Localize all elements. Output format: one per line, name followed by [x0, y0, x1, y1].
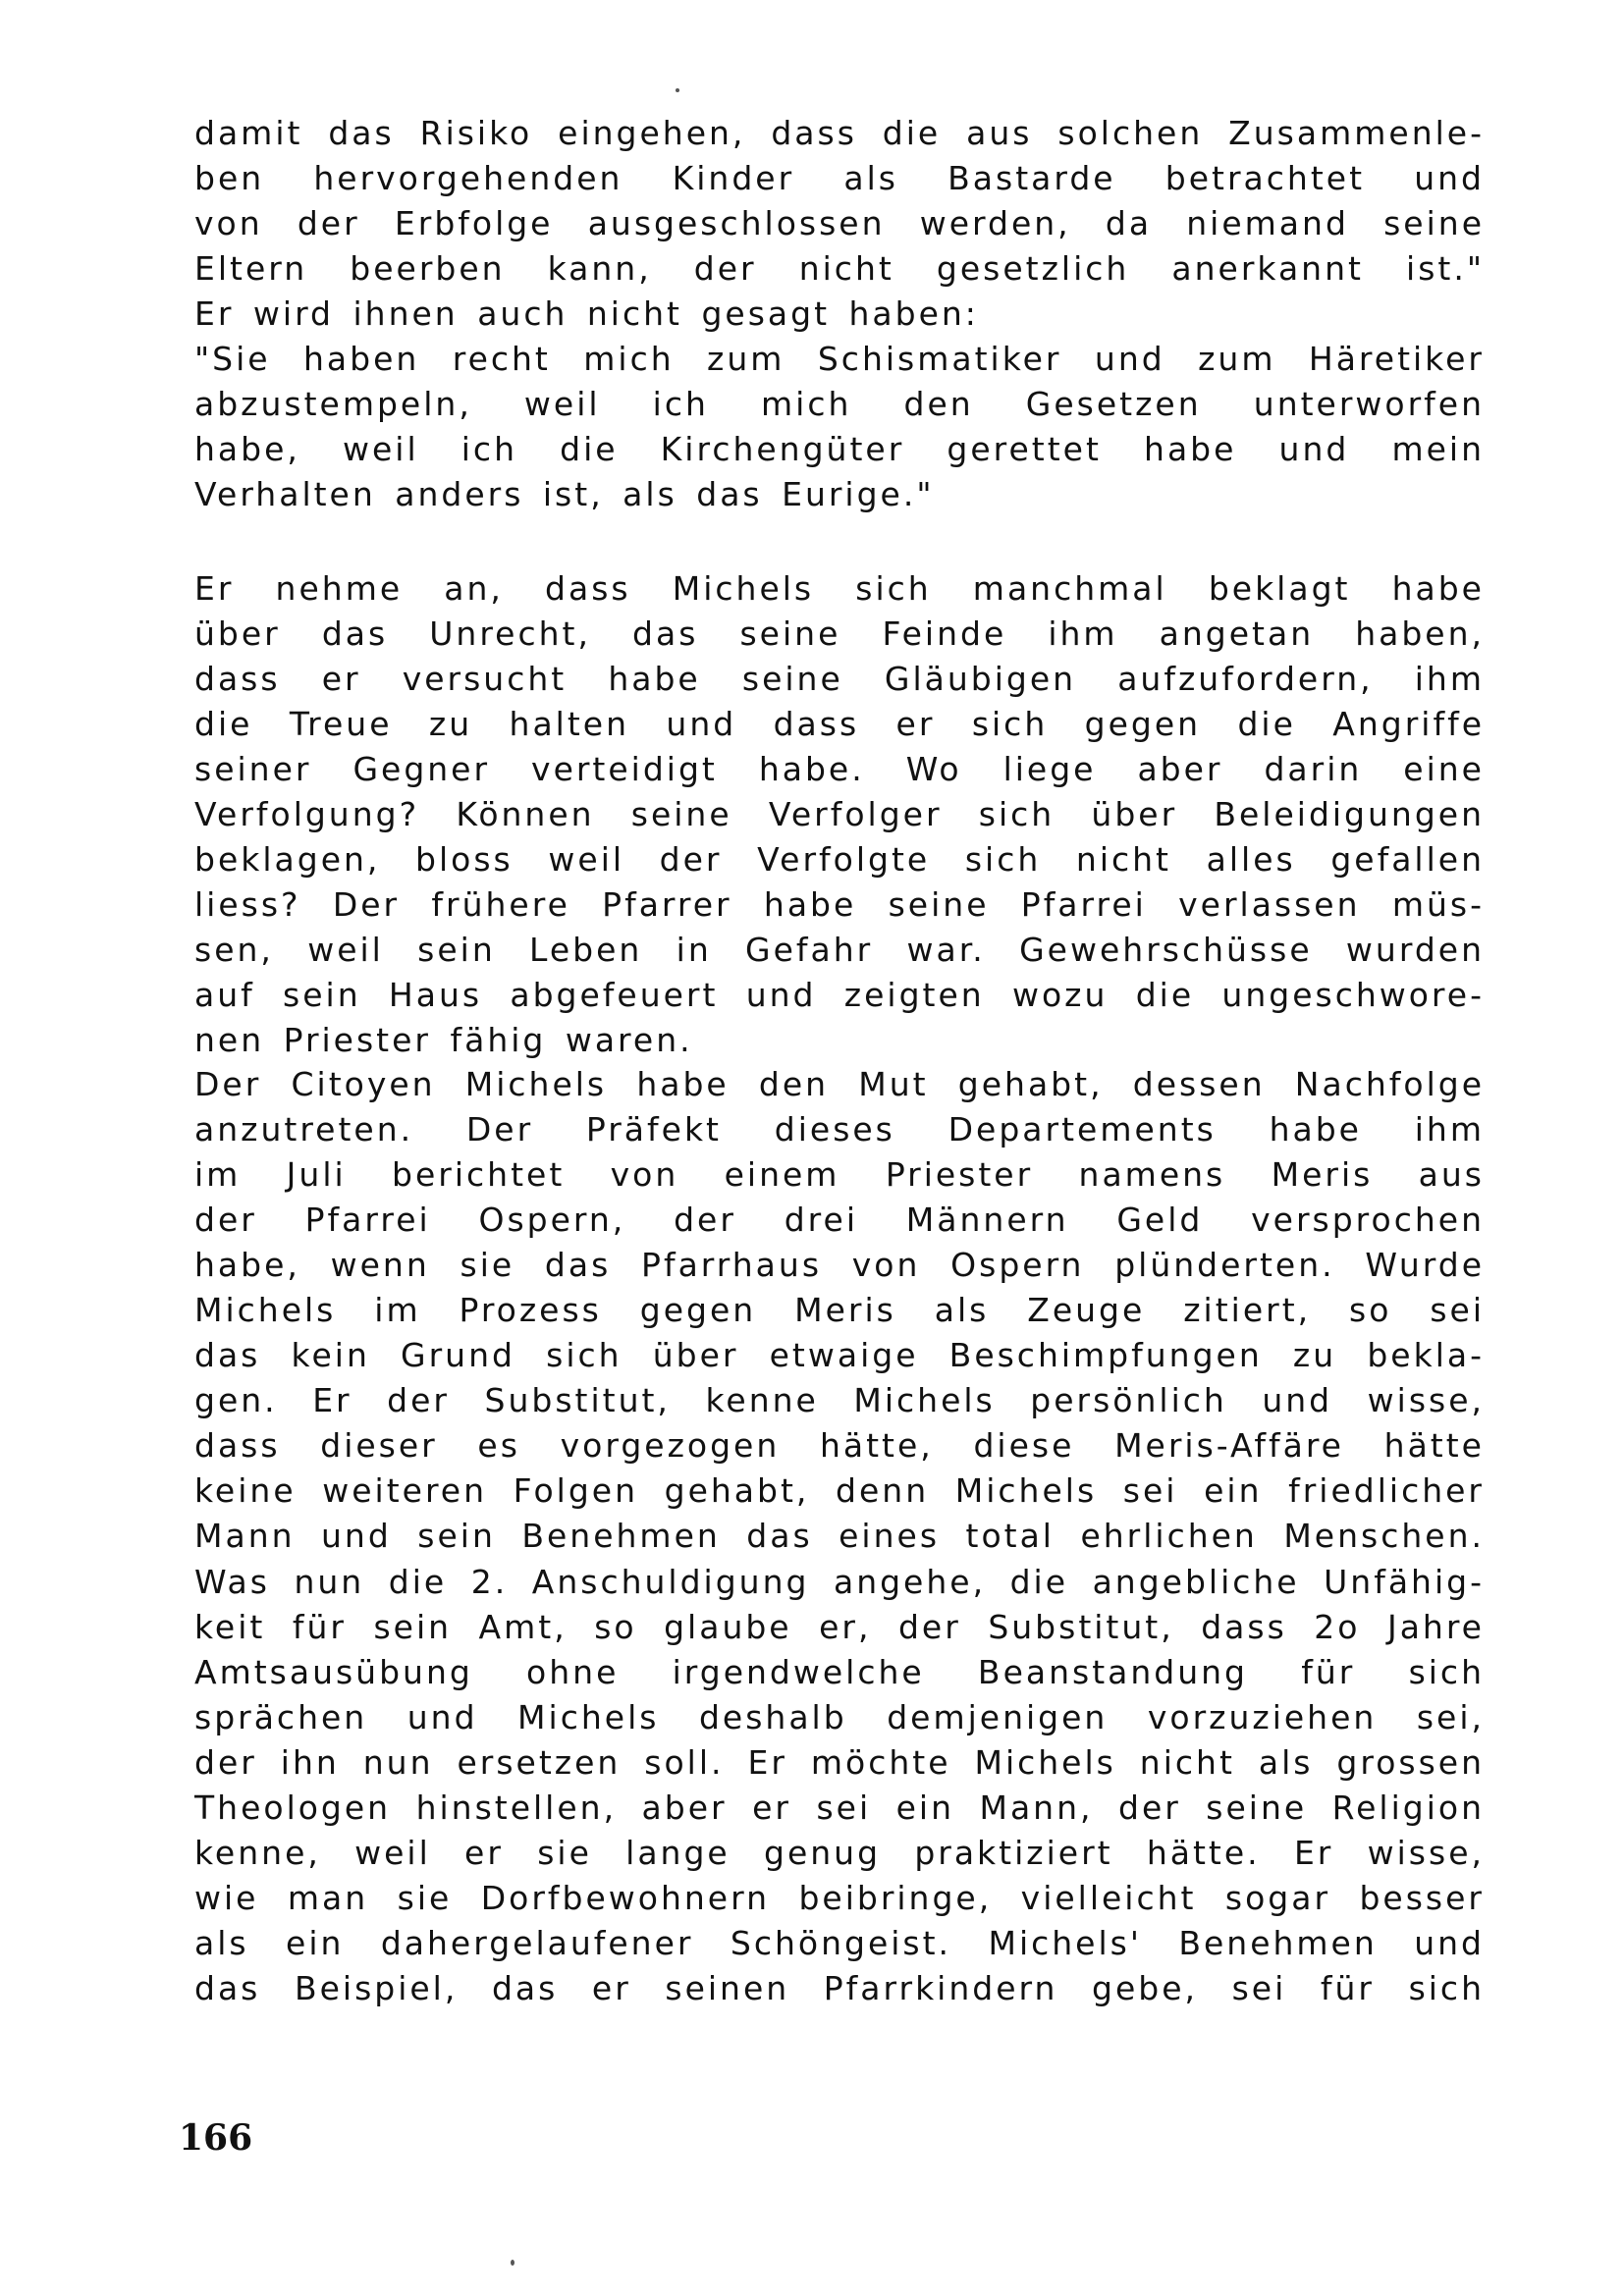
- text-line: auf sein Haus abgefeuert und zeigten wozu die ungeschwore-: [194, 976, 1485, 1014]
- text-line: als ein dahergelaufener Schöngeist. Michels' Benehmen und: [194, 1924, 1485, 1962]
- text-line: nen Priester fähig waren.: [194, 1021, 693, 1059]
- text-line: Verfolgung? Können seine Verfolger sich über Beleidigungen: [194, 795, 1485, 833]
- text-line: Er nehme an, dass Michels sich manchmal beklagt habe: [194, 569, 1485, 608]
- text-line: Verhalten anders ist, als das Eurige.": [194, 475, 935, 513]
- text-line: damit das Risiko eingehen, dass die aus solchen Zusammenle-: [194, 114, 1485, 152]
- text-line: der ihn nun ersetzen soll. Er möchte Michels nicht als grossen: [194, 1743, 1485, 1782]
- paragraph-4: [194, 1560, 1485, 2011]
- text-line: Amtsausübung ohne irgendwelche Beanstandung für sich: [194, 1653, 1485, 1691]
- text-line: sprächen und Michels deshalb demjenigen vorzuziehen sei,: [194, 1698, 1485, 1736]
- text-line: keit für sein Amt, so glaube er, der Substitut, dass 2o Jahre: [194, 1608, 1485, 1646]
- paragraph-3: [194, 1062, 1485, 1559]
- text-line: kenne, weil er sie lange genug praktiziert hätte. Er wisse,: [194, 1834, 1485, 1872]
- text-line: Der Citoyen Michels habe den Mut gehabt, dessen Nachfolge: [194, 1065, 1485, 1103]
- text-line: habe, weil ich die Kirchengüter gerettet habe und mein: [194, 430, 1485, 468]
- text-line: das kein Grund sich über etwaige Beschimpfungen zu bekla-: [194, 1336, 1485, 1374]
- text-line: das Beispiel, das er seinen Pfarrkindern gebe, sei für sich: [194, 1969, 1485, 2007]
- text-line: Michels im Prozess gegen Meris als Zeuge zitiert, so sei: [194, 1291, 1485, 1329]
- text-line: gen. Er der Substitut, kenne Michels persönlich und wisse,: [194, 1381, 1485, 1419]
- page-number: 166: [179, 2117, 253, 2159]
- text-line: habe, wenn sie das Pfarrhaus von Ospern plünderten. Wurde: [194, 1246, 1485, 1284]
- scan-speck: [676, 88, 679, 92]
- paragraph-1: [194, 111, 1485, 517]
- text-line: dass dieser es vorgezogen hätte, diese Meris-Affäre hätte: [194, 1426, 1485, 1465]
- paragraph-2: [194, 566, 1485, 1063]
- text-line: Mann und sein Benehmen das eines total ehrlichen Menschen.: [194, 1517, 1485, 1555]
- text-line: im Juli berichtet von einem Priester namens Meris aus: [194, 1155, 1485, 1194]
- scan-speck: [511, 2260, 514, 2266]
- text-line: die Treue zu halten und dass er sich gegen die Angriffe: [194, 705, 1485, 743]
- text-line: dass er versucht habe seine Gläubigen aufzufordern, ihm: [194, 660, 1485, 698]
- text-line: liess? Der frühere Pfarrer habe seine Pfarrei verlassen müs-: [194, 885, 1485, 924]
- text-line: seiner Gegner verteidigt habe. Wo liege aber darin eine: [194, 750, 1485, 788]
- text-line: Theologen hinstellen, aber er sei ein Mann, der seine Religion: [194, 1789, 1485, 1827]
- text-line: über das Unrecht, das seine Feinde ihm angetan haben,: [194, 614, 1485, 653]
- text-line: wie man sie Dorfbewohnern beibringe, vielleicht sogar besser: [194, 1879, 1485, 1917]
- text-line: Er wird ihnen auch nicht gesagt haben:: [194, 294, 979, 333]
- text-line: beklagen, bloss weil der Verfolgte sich nicht alles gefallen: [194, 840, 1485, 879]
- text-line: abzustempeln, weil ich mich den Gesetzen unterworfen: [194, 385, 1485, 423]
- text-line: sen, weil sein Leben in Gefahr war. Gewehrschüsse wurden: [194, 931, 1485, 969]
- text-line: anzutreten. Der Präfekt dieses Departements habe ihm: [194, 1110, 1485, 1148]
- text-line: Was nun die 2. Anschuldigung angehe, die angebliche Unfähig-: [194, 1563, 1485, 1601]
- text-line: von der Erbfolge ausgeschlossen werden, da niemand seine: [194, 204, 1485, 242]
- text-line: ben hervorgehenden Kinder als Bastarde betrachtet und: [194, 159, 1485, 197]
- text-line: keine weiteren Folgen gehabt, denn Michels sei ein friedlicher: [194, 1471, 1485, 1510]
- text-line: "Sie haben recht mich zum Schismatiker und zum Häretiker: [194, 340, 1485, 378]
- text-line: der Pfarrei Ospern, der drei Männern Geld versprochen: [194, 1201, 1485, 1239]
- text-line: Eltern beerben kann, der nicht gesetzlich anerkannt ist.": [194, 249, 1485, 288]
